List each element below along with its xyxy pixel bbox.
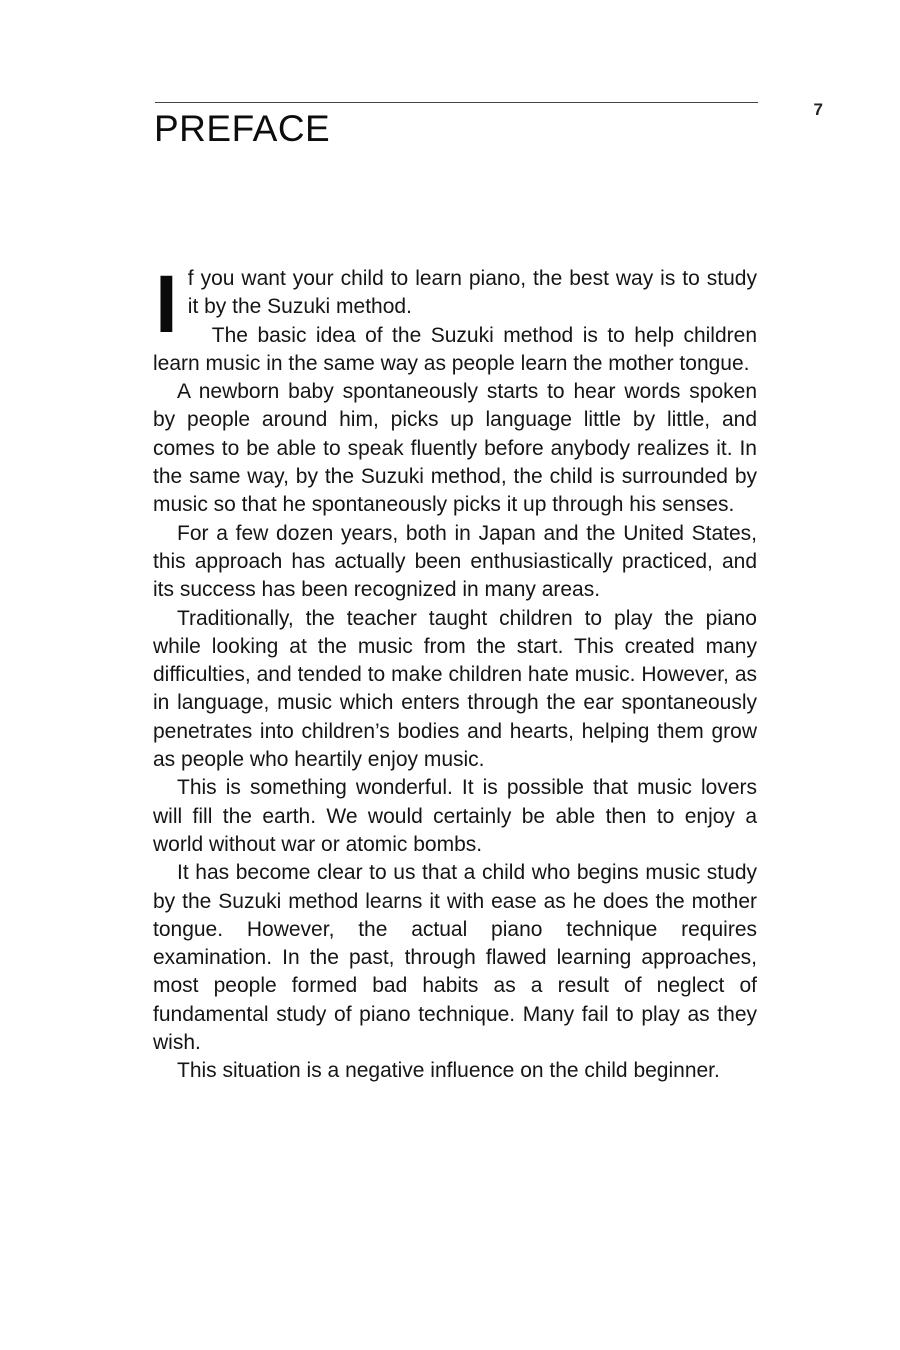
drop-cap: I xyxy=(155,259,178,350)
paragraph-1-text: f you want your child to learn piano, the best way is to study it by the Suzuki method. xyxy=(187,267,757,319)
paragraph-5: Traditionally, the teacher taught children to play the piano while looking at the music from the start. This created many difficulties, and tended to make children hate music. However, as in language, music which enters through the ear spontaneously penetrates into children’s bodies and hearts, helping them grow as people who heartily enjoy music. xyxy=(153,606,757,772)
header-rule xyxy=(155,102,758,103)
paragraph-3: A newborn baby spontaneously starts to hear words spoken by people around him, picks up language little by little, and comes to be able to speak fluently before anybody realizes it. In the same way, by the Suzuki method, the child is surrounded by music so that he spontaneously picks it up through his senses. xyxy=(153,380,757,517)
paragraph-4: For a few dozen years, both in Japan and the United States, this approach has actually been enthusiastically practiced, and its success has been recognized in many areas. xyxy=(153,521,757,602)
paragraph-8: This situation is a negative influence on the child beginner. xyxy=(177,1059,720,1083)
paragraph-2: The basic idea of the Suzuki method is to help children learn music in the same way as people learn the mother tongue. xyxy=(153,323,757,375)
paragraph-6: This is something wonderful. It is possible that music lovers will fill the earth. We would certainly be able then to enjoy a world without war or atomic bombs. xyxy=(153,776,757,856)
page-number: 7 xyxy=(813,100,823,119)
paragraph-7: It has become clear to us that a child who begins music study by the Suzuki method learns it with ease as he does the mother tongue. However, the actual piano technique requires examination. In the past, through flawed learning approaches, most people formed bad habits as a result of neglect of fundamental study of piano technique. Many fail to play as they wish. xyxy=(153,861,757,1055)
page-title: PREFACE xyxy=(154,108,331,149)
preface-body xyxy=(153,259,757,1086)
